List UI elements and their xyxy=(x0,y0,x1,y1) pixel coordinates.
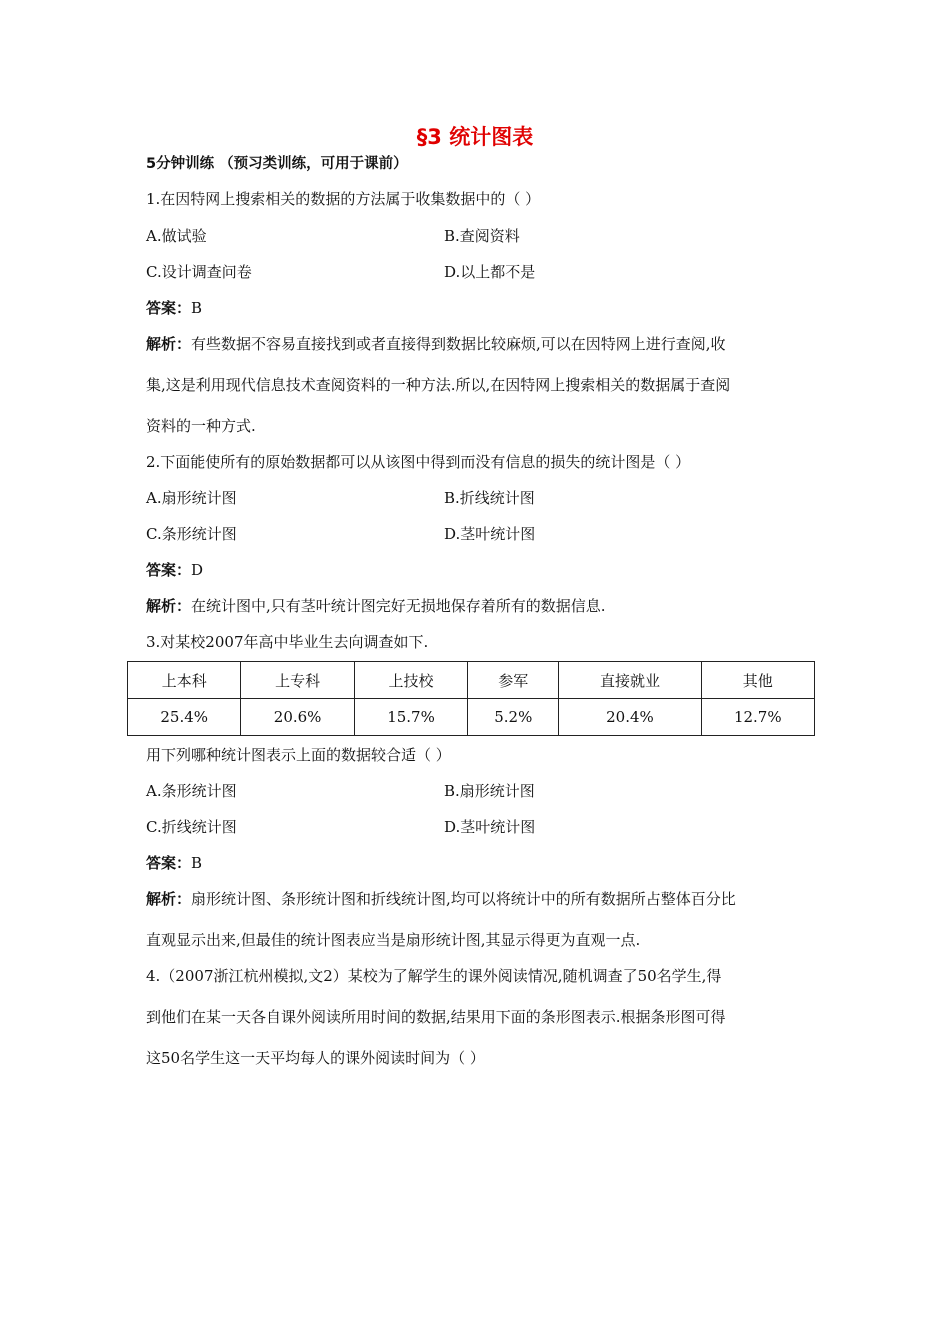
answer-value: B xyxy=(191,299,203,317)
q1-analysis-line-3: 资料的一种方式. xyxy=(146,417,256,435)
q4-line-1: 4.（2007浙江杭州模拟,文2）某校为了解学生的课外阅读情况,随机调查了50名学生,得 xyxy=(146,967,722,985)
answer-label: 答案： xyxy=(146,299,192,317)
q4-line-3: 这50名学生这一天平均每人的课外阅读时间为（ ） xyxy=(146,1049,485,1067)
answer-value: B xyxy=(191,854,203,872)
graduate-destination-table xyxy=(127,661,815,736)
analysis-text: 有些数据不容易直接找到或者直接得到数据比较麻烦,可以在因特网上进行查阅,收 xyxy=(191,335,726,353)
q3-option-b: B.扇形统计图 xyxy=(444,782,535,800)
q3-option-d: D.茎叶统计图 xyxy=(444,818,536,836)
table-value-row xyxy=(128,699,815,736)
table-value-cell: 20.6% xyxy=(241,699,354,736)
q1-option-a: A.做试验 xyxy=(146,227,207,245)
q3-option-a: A.条形统计图 xyxy=(146,782,237,800)
q1-analysis-line-1 xyxy=(146,333,726,354)
table-header-cell: 其他 xyxy=(701,662,814,699)
table-value-cell: 5.2% xyxy=(468,699,559,736)
answer-label: 答案： xyxy=(146,854,192,872)
table-header-cell: 上专科 xyxy=(241,662,354,699)
table-value-cell: 12.7% xyxy=(701,699,814,736)
table-value-cell: 15.7% xyxy=(354,699,467,736)
q1-stem: 1.在因特网上搜索相关的数据的方法属于收集数据中的（ ） xyxy=(146,190,541,208)
table-value-cell: 20.4% xyxy=(559,699,701,736)
answer-value: D xyxy=(191,561,204,579)
q3-analysis-line-1 xyxy=(146,888,736,909)
q2-answer xyxy=(146,559,203,580)
analysis-label: 解析： xyxy=(146,890,192,908)
table-header-cell: 上技校 xyxy=(354,662,467,699)
q1-option-d: D.以上都不是 xyxy=(444,263,536,281)
q3-option-c: C.折线统计图 xyxy=(146,818,237,836)
q2-stem: 2.下面能使所有的原始数据都可以从该图中得到而没有信息的损失的统计图是（ ） xyxy=(146,453,691,471)
q3-question: 用下列哪种统计图表示上面的数据较合适（ ） xyxy=(146,746,451,764)
q1-option-b: B.查阅资料 xyxy=(444,227,520,245)
table-header-cell: 参军 xyxy=(468,662,559,699)
table-header-cell: 直接就业 xyxy=(559,662,701,699)
q4-line-2: 到他们在某一天各自课外阅读所用时间的数据,结果用下面的条形图表示.根据条形图可得 xyxy=(146,1008,726,1026)
analysis-text: 扇形统计图、条形统计图和折线统计图,均可以将统计中的所有数据所占整体百分比 xyxy=(191,890,736,908)
q3-analysis-line-2: 直观显示出来,但最佳的统计图表应当是扇形统计图,其显示得更为直观一点. xyxy=(146,931,641,949)
q2-option-c: C.条形统计图 xyxy=(146,525,237,543)
q2-option-a: A.扇形统计图 xyxy=(146,489,237,507)
analysis-text: 在统计图中,只有茎叶统计图完好无损地保存着所有的数据信息. xyxy=(191,597,606,615)
q2-option-d: D.茎叶统计图 xyxy=(444,525,536,543)
analysis-label: 解析： xyxy=(146,597,192,615)
q2-option-b: B.折线统计图 xyxy=(444,489,535,507)
table-header-cell: 上本科 xyxy=(128,662,241,699)
q2-analysis xyxy=(146,595,606,616)
answer-label: 答案： xyxy=(146,561,192,579)
q1-analysis-line-2: 集,这是利用现代信息技术查阅资料的一种方法.所以,在因特网上搜索相关的数据属于查阅 xyxy=(146,376,731,394)
table-header-row xyxy=(128,662,815,699)
section-subtitle: 5分钟训练 （预习类训练，可用于课前） xyxy=(146,156,408,172)
q1-answer xyxy=(146,297,202,318)
analysis-label: 解析： xyxy=(146,335,192,353)
table-value-cell: 25.4% xyxy=(128,699,241,736)
q3-stem: 3.对某校2007年高中毕业生去向调查如下. xyxy=(146,633,429,651)
page-title: §3 统计图表 xyxy=(416,125,534,149)
q3-answer xyxy=(146,852,202,873)
q1-option-c: C.设计调查问卷 xyxy=(146,263,252,281)
